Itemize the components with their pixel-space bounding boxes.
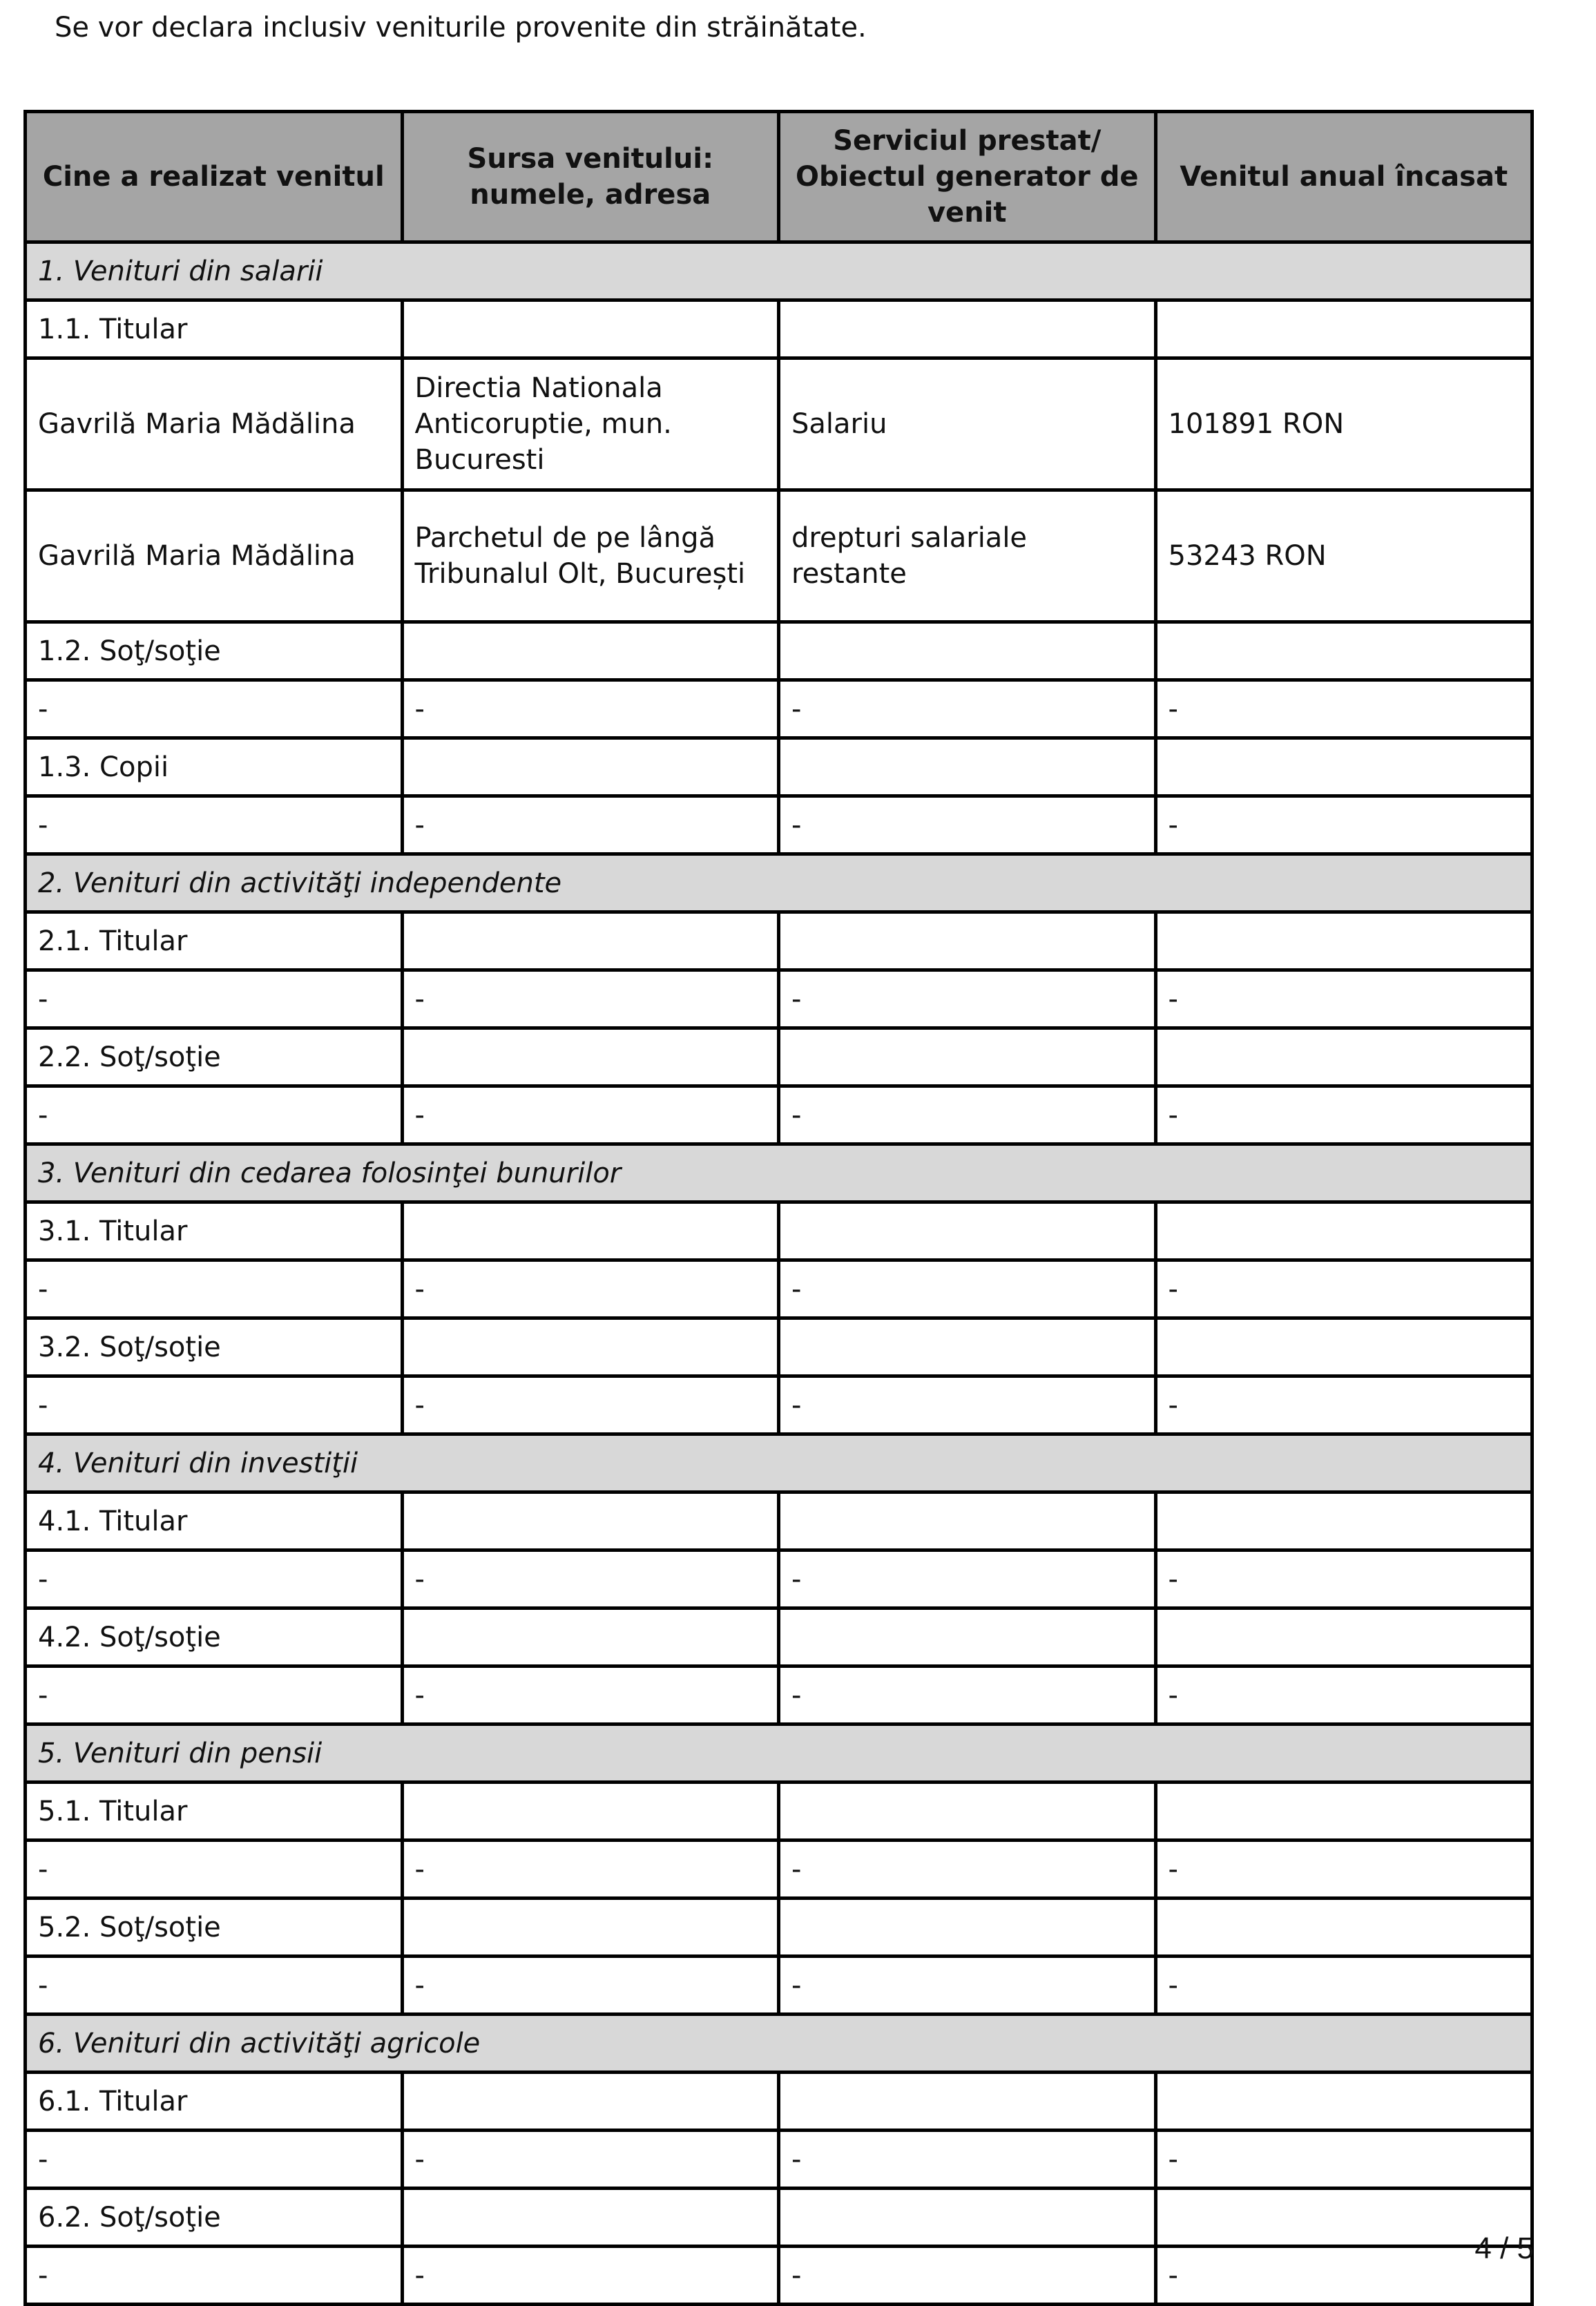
header-annual-income: Venitul anual încasat <box>1155 112 1532 242</box>
cell-income-source: - <box>402 1376 779 1434</box>
cell-income-earner: - <box>26 796 403 854</box>
page-number: 4 / 5 <box>1474 2231 1534 2265</box>
cell-income-earner: - <box>26 1841 403 1899</box>
cell-income-earner: 1.3. Copii <box>26 738 403 796</box>
table-row <box>26 970 1532 1028</box>
table-row <box>26 912 1532 970</box>
cell-income-earner: - <box>26 1086 403 1144</box>
income-table-header <box>26 112 1532 242</box>
cell-income-earner: - <box>26 1957 403 2015</box>
cell-service-provided <box>779 2073 1156 2131</box>
table-row <box>26 1202 1532 1260</box>
cell-income-source <box>402 2189 779 2247</box>
cell-service-provided: - <box>779 1260 1156 1318</box>
cell-income-source <box>402 1608 779 1666</box>
section-title: 4. Venituri din investiţii <box>26 1434 1532 1492</box>
cell-income-earner: - <box>26 1260 403 1318</box>
header-income-earner: Cine a realizat venitul <box>26 112 403 242</box>
table-row <box>26 1841 1532 1899</box>
table-row <box>26 1376 1532 1434</box>
cell-income-earner: - <box>26 1666 403 1724</box>
cell-income-source <box>402 1899 779 1957</box>
section-title: 5. Venituri din pensii <box>26 1724 1532 1783</box>
cell-income-source: - <box>402 796 779 854</box>
cell-income-source <box>402 1492 779 1550</box>
cell-income-earner: 4.2. Soţ/soţie <box>26 1608 403 1666</box>
cell-service-provided <box>779 622 1156 680</box>
cell-annual-income: - <box>1155 796 1532 854</box>
table-row <box>26 2131 1532 2189</box>
cell-annual-income <box>1155 1202 1532 1260</box>
cell-service-provided: - <box>779 2131 1156 2189</box>
cell-service-provided <box>779 1608 1156 1666</box>
cell-income-source: - <box>402 2131 779 2189</box>
table-row <box>26 358 1532 490</box>
section-row <box>26 2015 1532 2073</box>
table-row <box>26 1899 1532 1957</box>
table-row <box>26 1260 1532 1318</box>
cell-annual-income: - <box>1155 2247 1532 2305</box>
cell-income-source <box>402 300 779 358</box>
section-title: 6. Venituri din activităţi agricole <box>26 2015 1532 2073</box>
cell-income-source: - <box>402 1841 779 1899</box>
cell-income-earner: - <box>26 1550 403 1608</box>
cell-service-provided: - <box>779 2247 1156 2305</box>
cell-annual-income: - <box>1155 1260 1532 1318</box>
cell-income-earner: - <box>26 2247 403 2305</box>
cell-annual-income: - <box>1155 1957 1532 2015</box>
section-row <box>26 1434 1532 1492</box>
income-table-body <box>26 242 1532 2305</box>
cell-income-source <box>402 2073 779 2131</box>
header-service-provided: Serviciul prestat/ Obiectul generator de venit <box>779 112 1156 242</box>
cell-service-provided: - <box>779 1666 1156 1724</box>
cell-annual-income <box>1155 738 1532 796</box>
table-row <box>26 2073 1532 2131</box>
cell-income-source <box>402 1028 779 1086</box>
cell-annual-income: - <box>1155 1550 1532 1608</box>
header-income-source: Sursa venitului: numele, adresa <box>402 112 779 242</box>
cell-income-earner: - <box>26 680 403 738</box>
cell-annual-income <box>1155 1608 1532 1666</box>
cell-service-provided: - <box>779 796 1156 854</box>
cell-annual-income <box>1155 912 1532 970</box>
cell-income-earner: Gavrilă Maria Mădălina <box>26 490 403 622</box>
cell-income-earner: - <box>26 1376 403 1434</box>
cell-income-source <box>402 1783 779 1841</box>
cell-income-source: Directia Nationala Anticoruptie, mun. Bucuresti <box>402 358 779 490</box>
cell-income-earner: 4.1. Titular <box>26 1492 403 1550</box>
table-row <box>26 796 1532 854</box>
cell-annual-income: 101891 RON <box>1155 358 1532 490</box>
cell-income-source: - <box>402 1666 779 1724</box>
income-table <box>23 110 1534 2306</box>
cell-income-source <box>402 1202 779 1260</box>
cell-annual-income <box>1155 1318 1532 1376</box>
cell-annual-income <box>1155 1783 1532 1841</box>
cell-income-source <box>402 738 779 796</box>
cell-annual-income <box>1155 622 1532 680</box>
cell-annual-income: - <box>1155 1666 1532 1724</box>
cell-income-earner: 5.2. Soţ/soţie <box>26 1899 403 1957</box>
cell-service-provided <box>779 1783 1156 1841</box>
cell-income-earner: 2.1. Titular <box>26 912 403 970</box>
section-title: 1. Venituri din salarii <box>26 242 1532 300</box>
cell-service-provided: - <box>779 1550 1156 1608</box>
cell-annual-income <box>1155 1492 1532 1550</box>
table-row <box>26 1492 1532 1550</box>
cell-annual-income: - <box>1155 1086 1532 1144</box>
table-row <box>26 1957 1532 2015</box>
cell-annual-income: - <box>1155 970 1532 1028</box>
cell-annual-income: 53243 RON <box>1155 490 1532 622</box>
intro-text: Se vor declara inclusiv veniturile provenite din străinătate. <box>55 12 867 44</box>
cell-annual-income: - <box>1155 1841 1532 1899</box>
cell-service-provided <box>779 1899 1156 1957</box>
table-row <box>26 300 1532 358</box>
cell-income-earner: Gavrilă Maria Mădălina <box>26 358 403 490</box>
section-title: 2. Venituri din activităţi independente <box>26 854 1532 912</box>
cell-income-earner: 5.1. Titular <box>26 1783 403 1841</box>
cell-income-earner: 6.1. Titular <box>26 2073 403 2131</box>
cell-income-source: - <box>402 1260 779 1318</box>
cell-service-provided <box>779 300 1156 358</box>
cell-income-source: - <box>402 1086 779 1144</box>
cell-service-provided <box>779 2189 1156 2247</box>
table-row <box>26 1550 1532 1608</box>
cell-service-provided <box>779 1492 1156 1550</box>
cell-income-earner: 3.1. Titular <box>26 1202 403 1260</box>
cell-service-provided: - <box>779 1086 1156 1144</box>
cell-service-provided: - <box>779 1957 1156 2015</box>
table-row <box>26 2247 1532 2305</box>
table-row <box>26 1666 1532 1724</box>
cell-service-provided: - <box>779 1376 1156 1434</box>
cell-service-provided: - <box>779 1841 1156 1899</box>
section-row <box>26 854 1532 912</box>
cell-income-source: - <box>402 1957 779 2015</box>
cell-service-provided: drepturi salariale restante <box>779 490 1156 622</box>
cell-service-provided <box>779 912 1156 970</box>
cell-income-earner: 1.2. Soţ/soţie <box>26 622 403 680</box>
cell-annual-income: - <box>1155 680 1532 738</box>
table-row <box>26 738 1532 796</box>
table-row <box>26 1318 1532 1376</box>
table-row <box>26 622 1532 680</box>
table-row <box>26 1028 1532 1086</box>
cell-service-provided <box>779 738 1156 796</box>
cell-service-provided: - <box>779 680 1156 738</box>
cell-income-source <box>402 622 779 680</box>
cell-service-provided <box>779 1318 1156 1376</box>
table-row <box>26 680 1532 738</box>
cell-income-earner: - <box>26 970 403 1028</box>
cell-annual-income: - <box>1155 2131 1532 2189</box>
table-row <box>26 1783 1532 1841</box>
section-row <box>26 1724 1532 1783</box>
cell-income-earner: 1.1. Titular <box>26 300 403 358</box>
cell-annual-income <box>1155 1028 1532 1086</box>
cell-income-source <box>402 912 779 970</box>
cell-income-earner: 3.2. Soţ/soţie <box>26 1318 403 1376</box>
cell-income-source: Parchetul de pe lângă Tribunalul Olt, București <box>402 490 779 622</box>
cell-service-provided <box>779 1028 1156 1086</box>
table-row <box>26 490 1532 622</box>
table-row <box>26 1608 1532 1666</box>
cell-service-provided <box>779 1202 1156 1260</box>
section-row <box>26 1144 1532 1202</box>
table-row <box>26 2189 1532 2247</box>
cell-annual-income <box>1155 2073 1532 2131</box>
table-row <box>26 1086 1532 1144</box>
cell-annual-income <box>1155 300 1532 358</box>
cell-annual-income <box>1155 1899 1532 1957</box>
cell-income-earner: - <box>26 2131 403 2189</box>
cell-income-source: - <box>402 680 779 738</box>
cell-income-source <box>402 1318 779 1376</box>
section-title: 3. Venituri din cedarea folosinţei bunurilor <box>26 1144 1532 1202</box>
cell-income-earner: 2.2. Soţ/soţie <box>26 1028 403 1086</box>
cell-service-provided: Salariu <box>779 358 1156 490</box>
cell-service-provided: - <box>779 970 1156 1028</box>
cell-income-earner: 6.2. Soţ/soţie <box>26 2189 403 2247</box>
cell-income-source: - <box>402 2247 779 2305</box>
cell-income-source: - <box>402 1550 779 1608</box>
cell-income-source: - <box>402 970 779 1028</box>
section-row <box>26 242 1532 300</box>
cell-annual-income: - <box>1155 1376 1532 1434</box>
